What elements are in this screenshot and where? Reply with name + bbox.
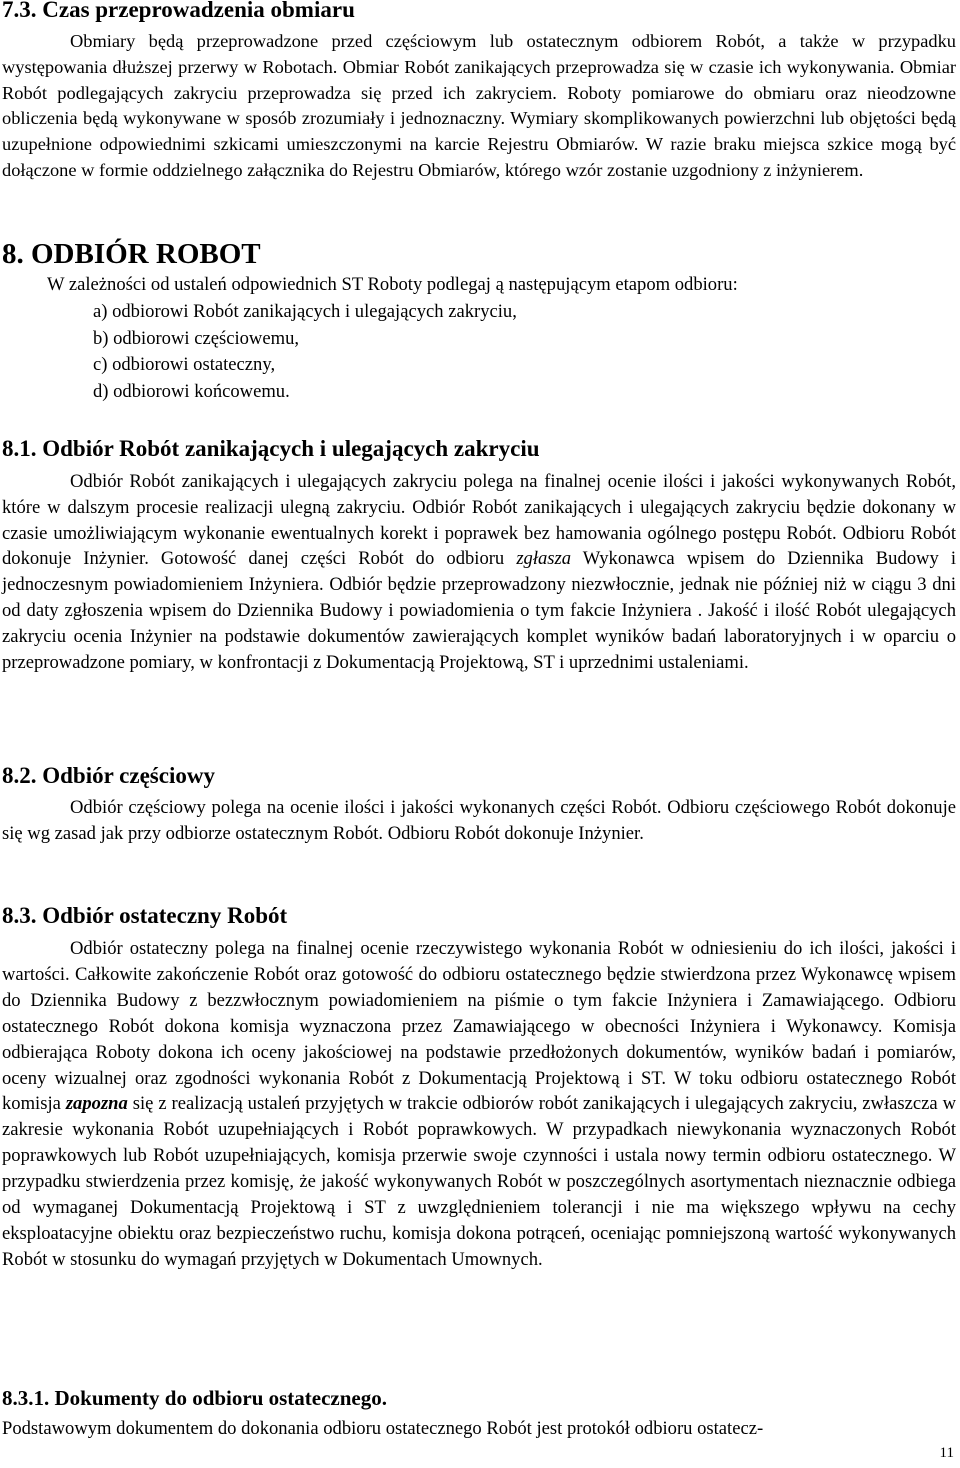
- section-8-1-title: 8.1. Odbiór Robót zanikających i ulegających zakryciu: [2, 436, 540, 461]
- section-8-2-text: Odbiór częściowy polega na ocenie ilości i jakości wykonanych części Robót. Odbioru częściowego Robót dokonuje się wg zasad jak przy odbiorze ostatecznym Robót. Odbioru Robót dokonuje Inżynier.: [2, 797, 956, 844]
- section-8-3-1-title: 8.3.1. Dokumenty do odbioru ostatecznego.: [2, 1386, 388, 1410]
- section-8-1-paragraph: [2, 469, 956, 675]
- section-8-intro: W zależności od ustaleń odpowiednich ST Roboty podlegaj ą następującym etapom odbioru:: [47, 274, 738, 295]
- section-8-title: 8. ODBIÓR ROBOT: [2, 238, 261, 270]
- page-number: 11: [939, 1445, 954, 1461]
- section-7-3-title: 7.3. Czas przeprowadzenia obmiaru: [2, 0, 355, 22]
- section-8-1-text-start: Odbiór Robót zanikających i ulegających zakryciu polega na finalnej ocenie ilości i jakości wykonywanych Robót, które w dalszym procesie realizacji ulegną zakryciu. Odbiór Robót zanikających i ulegających zakryciu będzie dokonany w czasie umożliwiającym wykonanie ewentualnych korekt i poprawek bez hamowania ogólnego postępu Robót. Odbioru Robót dokonuje Inżynier. Gotowość danej części Robót do odbioru: [2, 471, 956, 570]
- emphasis-text: zgłasza: [516, 548, 572, 570]
- list-item: c) odbiorowi ostateczny,: [93, 354, 276, 375]
- list-item: b) odbiorowi częściowemu,: [93, 327, 300, 349]
- section-7-3-text: Obmiary będą przeprowadzone przed częściowym lub ostatecznym odbiorem Robót, a także w przypadku występowania dłuższej przerwy w Robotach. Obmiar Robót zanikających przeprowadza się w czasie ich wykonywania. Obmiar Robót podlegających zakryciu przeprowadza się przed ich zakryciem. Roboty pomiarowe do obmiaru oraz nieodzowne obliczenia będą wykonywane w sposób zrozumiały i jednoznaczny. Wymiary skomplikowanych powierzchni lub objętości będą uzupełnione odpowiednimi szkicami umieszczonymi na karcie Rejestru Obmiarów. W razie braku miejsca szkice mogą być dołączone w formie oddzielnego załącznika do Rejestru Obmiarów, którego wzór zostanie uzgodniony z inżynierem.: [2, 31, 956, 180]
- section-8-list: [93, 299, 517, 405]
- list-item: d) odbiorowi końcowemu.: [93, 380, 290, 402]
- section-8-3-text-start: Odbiór ostateczny polega na finalnej ocenie rzeczywistego wykonania Robót w odniesieniu do ich ilości, jakości i wartości. Całkowite zakończenie Robót oraz gotowość do odbioru ostatecznego będzie stwierdzona przez Wykonawcę wpisem do Dziennika Budowy z bezzwłocznym powiadomieniem na piśmie o tym fakcie Inżyniera i Zamawiającego. Odbioru ostatecznego Robót dokona komisja wyznaczona przez Zamawiającego w obecności Inżyniera i Wykonawcy. Komisja odbierająca Roboty dokona ich oceny jakościowej na podstawie przedłożonych dokumentów, wyników badań i pomiarów, oceny wizualnej oraz zgodności wykonania Robót z Dokumentacją Projektową i ST. W toku odbioru ostatecznego Robót komisja: [2, 938, 956, 1115]
- section-8-2-paragraph: [2, 795, 956, 847]
- emphasis-text: zapozna: [65, 1093, 128, 1115]
- list-item: a) odbiorowi Robót zanikających i ulegających zakryciu,: [93, 301, 517, 322]
- section-7-3-paragraph: [2, 29, 956, 184]
- section-8-3-title: 8.3. Odbiór ostateczny Robót: [2, 903, 288, 928]
- section-8-3-1-paragraph: Podstawowym dokumentem do dokonania odbioru ostatecznego Robót jest protokół odbioru ostatecz-: [2, 1418, 764, 1439]
- section-8-1-text-end: Wykonawca wpisem do Dziennika Budowy i jednoczesnym powiadomieniem Inżyniera. Odbiór będzie przeprowadzony niezwłocznie, jednak nie później niż w ciągu 3 dni od daty zgłoszenia wpisem do Dziennika Budowy i powiadomienia o tym fakcie Inżyniera . Jakość i ilość Robót ulegających zakryciu ocenia Inżynier na podstawie dokumentów zawierających komplet wyników badań laboratoryjnych i w oparciu o przeprowadzone pomiary, w konfrontacji z Dokumentacją Projektową, ST i uprzednimi ustaleniami.: [2, 548, 956, 673]
- section-8-3-paragraph: [2, 936, 956, 1273]
- section-8-3-text-end: się z realizacją ustaleń przyjętych w trakcie odbiorów robót zanikających i ulegających zakryciu, zwłaszcza w zakresie wykonania Robót uzupełniających i Robót poprawkowych. W przypadkach niewykonania wyznaczonych Robót poprawkowych lub Robót uzupełniających, komisja przerwie swoje czynności i ustala nowy termin odbioru ostatecznego. W przypadku stwierdzenia przez komisję, że jakość wykonywanych Robót w poszczególnych asortymentach nieznacznie odbiega od wymaganej Dokumentacją Projektową i ST z uwzględnieniem tolerancji i nie ma większego wpływu na cechy eksploatacyjne obiektu oraz bezpieczeństwo ruchu, komisja dokona potrąceń, oceniając pomniejszoną wartość wykonywanych Robót w stosunku do wymagań przyjętych w Dokumentach Umownych.: [2, 1093, 956, 1270]
- section-8-2-title: 8.2. Odbiór częściowy: [2, 763, 215, 788]
